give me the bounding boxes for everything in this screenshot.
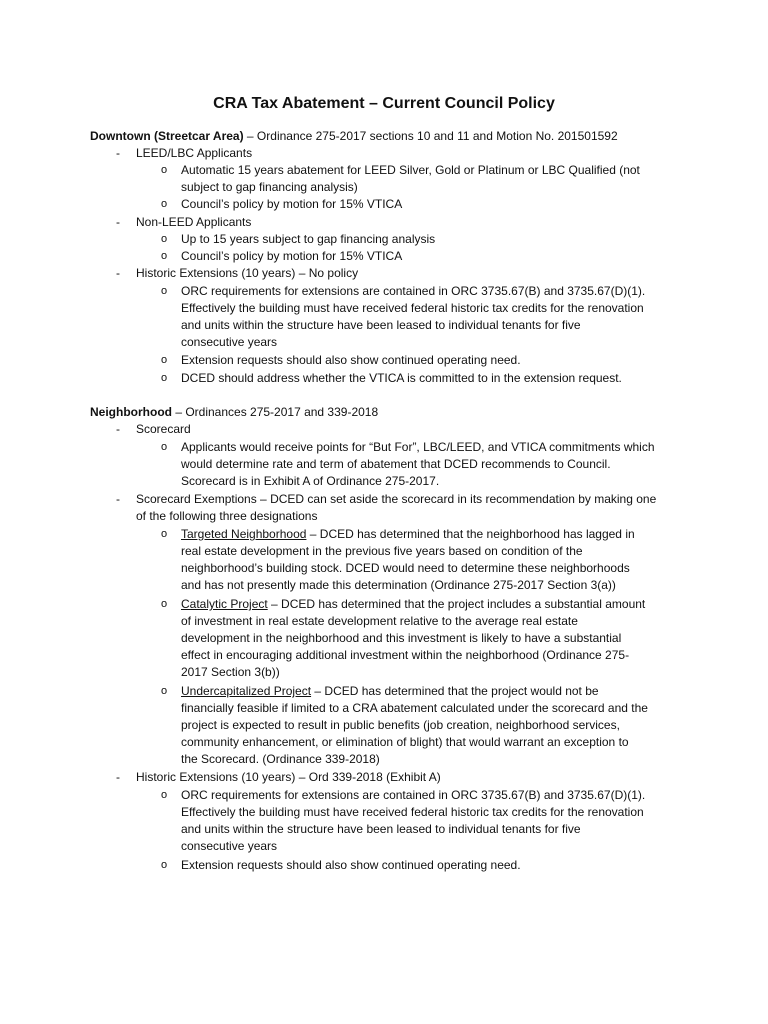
bullet-marker: o <box>161 789 168 801</box>
bullet-marker: o <box>161 164 168 176</box>
dash-marker: - <box>116 215 120 229</box>
subitem-line: financially feasible if limited to a CRA abatement calculated under the scorecard and the <box>181 701 648 715</box>
subitem-line: development in the neighborhood and this investment is likely to have a substantial <box>181 631 622 645</box>
item-historic-extensions-downtown: Historic Extensions (10 years) – No policy <box>136 266 359 280</box>
dash-marker: - <box>116 266 120 280</box>
bullet-marker: o <box>161 250 168 262</box>
bullet-marker: o <box>161 441 168 453</box>
subitem-line: consecutive years <box>181 335 278 349</box>
subitem-line: would determine rate and term of abatement that DCED recommends to Council. <box>181 457 611 471</box>
dash-marker: - <box>116 492 120 506</box>
bullet-marker: o <box>161 233 168 245</box>
subitem-line: Effectively the building must have received federal historic tax credits for the renovation <box>181 805 644 819</box>
dash-marker: - <box>116 146 120 160</box>
section-heading-downtown-name: Downtown (Streetcar Area) <box>90 129 244 143</box>
dash-marker: - <box>116 422 120 436</box>
subitem-line: effect in encouraging additional investment within the neighborhood (Ordinance 275- <box>181 648 630 662</box>
subitem-line: Council’s policy by motion for 15% VTICA <box>181 249 403 263</box>
subitem-line: and units within the structure have been leased to individual tenants for five <box>181 318 581 332</box>
section-heading-downtown <box>90 128 618 145</box>
bullet-marker: o <box>161 685 168 697</box>
term-catalytic-project: Catalytic Project <box>181 597 268 611</box>
subitem-line: and units within the structure have been leased to individual tenants for five <box>181 822 581 836</box>
subitem-line: Automatic 15 years abatement for LEED Silver, Gold or Platinum or LBC Qualified (not <box>181 163 640 177</box>
bullet-marker: o <box>161 598 168 610</box>
subitem-line: 2017 Section 3(b)) <box>181 665 280 679</box>
subitem-line: Effectively the building must have received federal historic tax credits for the renovation <box>181 301 644 315</box>
subitem-line: Up to 15 years subject to gap financing analysis <box>181 232 436 246</box>
term-targeted-neighborhood: Targeted Neighborhood <box>181 527 307 541</box>
subitem-line: and has not presently made this determination (Ordinance 275-2017 Section 3(a)) <box>181 578 616 592</box>
bullet-marker: o <box>161 528 168 540</box>
subitem-line: Extension requests should also show continued operating need. <box>181 353 521 367</box>
bullet-marker: o <box>161 285 168 297</box>
item-non-leed-applicants: Non-LEED Applicants <box>136 215 252 229</box>
item-historic-extensions-neighborhood: Historic Extensions (10 years) – Ord 339-2018 (Exhibit A) <box>136 770 441 784</box>
bullet-marker: o <box>161 372 168 384</box>
item-scorecard-exemptions-cont: of the following three designations <box>136 509 318 523</box>
item-leed-applicants: LEED/LBC Applicants <box>136 146 253 160</box>
subitem-line: consecutive years <box>181 839 278 853</box>
term-description: – DCED has determined that the project includes a substantial amount <box>267 597 646 611</box>
bullet-marker: o <box>161 198 168 210</box>
item-scorecard: Scorecard <box>136 422 191 436</box>
subitem-line: project is expected to result in public benefits (job creation, neighborhood services, <box>181 718 620 732</box>
subitem-line: real estate development in the previous five years based on condition of the <box>181 544 583 558</box>
term-undercapitalized-project: Undercapitalized Project <box>181 684 312 698</box>
subitem-line: DCED should address whether the VTICA is committed to in the extension request. <box>181 371 622 385</box>
dash-marker: - <box>116 770 120 784</box>
subitem-line: neighborhood’s building stock. DCED would need to determine these neighborhoods <box>181 561 630 575</box>
subitem-line <box>181 683 599 700</box>
bullet-marker: o <box>161 859 168 871</box>
term-description: – DCED has determined that the project would not be <box>311 684 599 698</box>
section-heading-downtown-detail: – Ordinance 275-2017 sections 10 and 11 and Motion No. 201501592 <box>243 129 618 143</box>
subitem-line: Council’s policy by motion for 15% VTICA <box>181 197 403 211</box>
subitem-line: Applicants would receive points for “But For”, LBC/LEED, and VTICA commitments which <box>181 440 655 454</box>
subitem-line: of investment in real estate development relative to the average real estate <box>181 614 578 628</box>
term-description: – DCED has determined that the neighborhood has lagged in <box>306 527 635 541</box>
subitem-line: ORC requirements for extensions are contained in ORC 3735.67(B) and 3735.67(D)(1). <box>181 788 646 802</box>
subitem-line <box>181 526 635 543</box>
subitem-line: Extension requests should also show continued operating need. <box>181 858 521 872</box>
document-title: CRA Tax Abatement – Current Council Policy <box>213 95 555 112</box>
subitem-line: Scorecard is in Exhibit A of Ordinance 275-2017. <box>181 474 440 488</box>
bullet-marker: o <box>161 354 168 366</box>
subitem-line: the Scorecard. (Ordinance 339-2018) <box>181 752 380 766</box>
subitem-line: ORC requirements for extensions are contained in ORC 3735.67(B) and 3735.67(D)(1). <box>181 284 646 298</box>
section-heading-neighborhood-detail: – Ordinances 275-2017 and 339-2018 <box>171 405 379 419</box>
subitem-line: community enhancement, or elimination of blight) that would warrant an exception to <box>181 735 629 749</box>
section-heading-neighborhood <box>90 404 378 421</box>
subitem-line <box>181 596 645 613</box>
subitem-line: subject to gap financing analysis) <box>181 180 358 194</box>
section-heading-neighborhood-name: Neighborhood <box>90 405 172 419</box>
item-scorecard-exemptions: Scorecard Exemptions – DCED can set aside the scorecard in its recommendation by making one <box>136 492 657 506</box>
